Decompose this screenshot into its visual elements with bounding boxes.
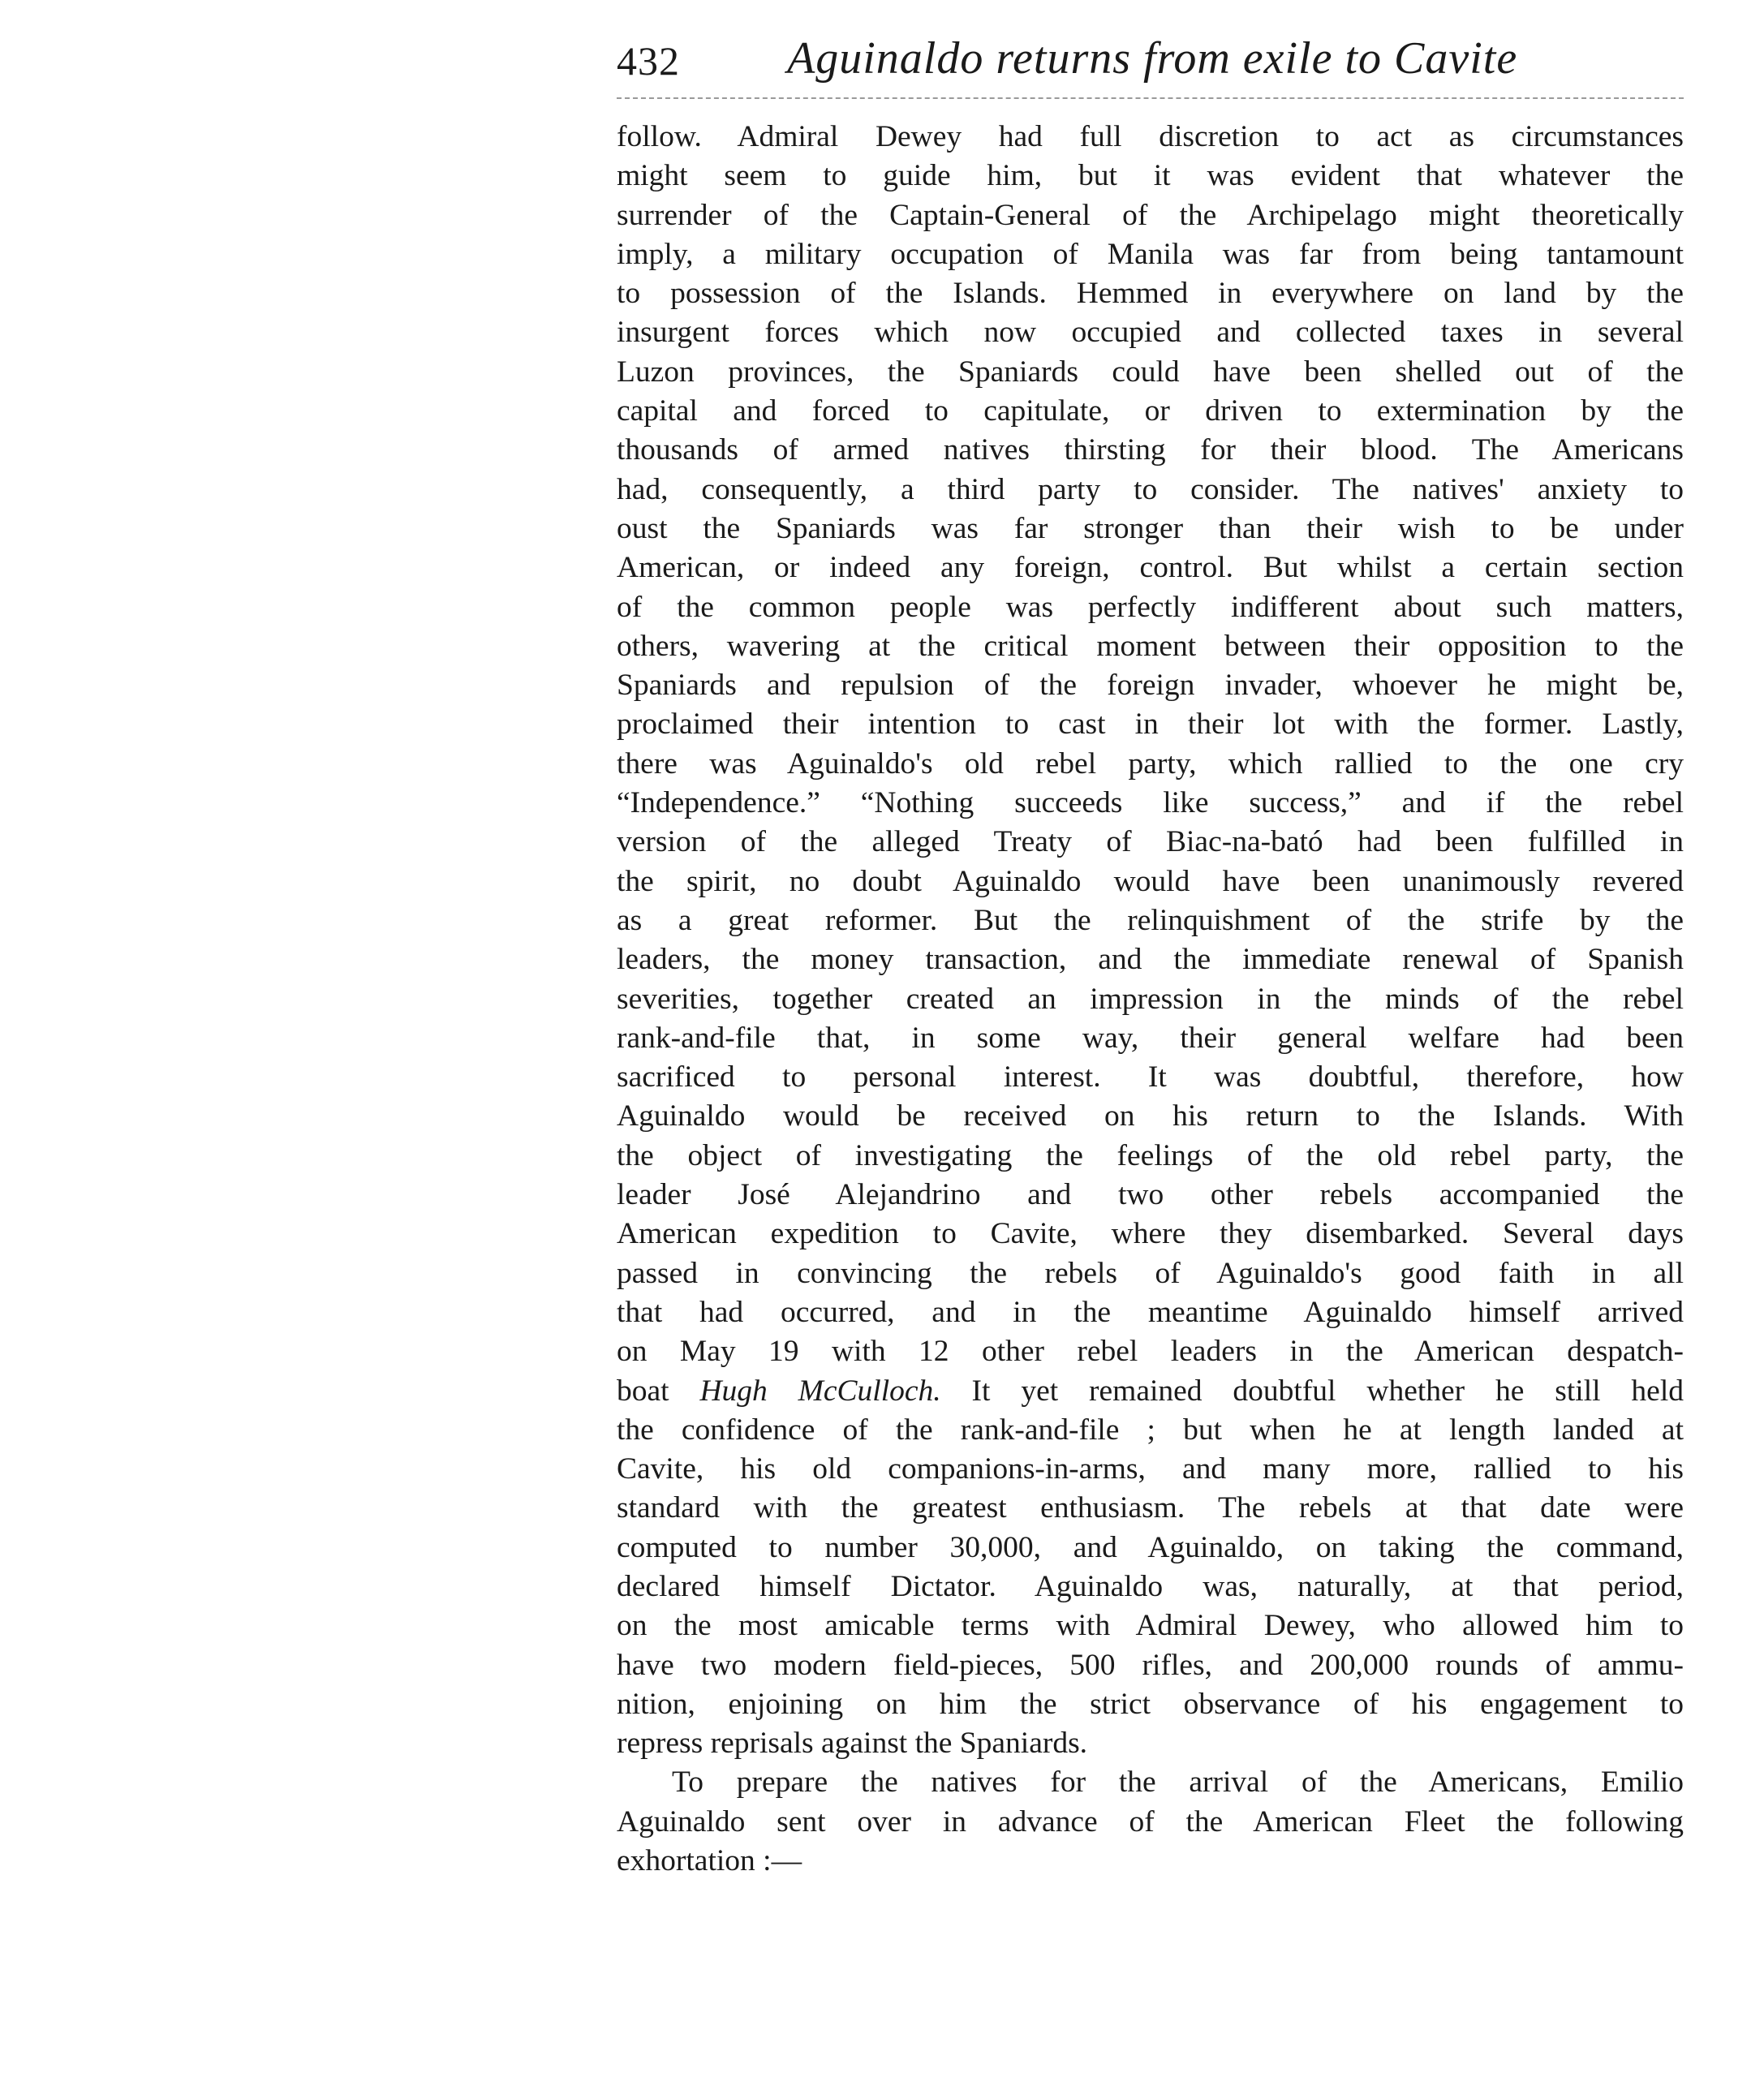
text-line: might seem to guide him, but it was evident that whatever the [617,159,1684,193]
text-line: thousands of armed natives thirsting for their blood. The Americans [617,433,1684,467]
text-line: imply, a military occupation of Manila was far from being tantamount [617,237,1684,271]
text-line: on May 19 with 12 other rebel leaders in the American despatch- [617,1335,1684,1369]
paragraph-2 [617,1763,1684,1881]
body-text [617,118,1684,1881]
page-number: 432 [617,38,680,84]
text-line: surrender of the Captain-General of the Archipelago might theoretically [617,198,1684,232]
ship-line-prefix: boat [617,1374,700,1408]
text-line: Spaniards and repulsion of the foreign invader, whoever he might be, [617,669,1684,703]
ship-name: Hugh McCulloch. [699,1374,941,1408]
book-page [617,32,1688,1878]
text-line: to possession of the Islands. Hemmed in everywhere on land by the [617,277,1684,311]
header-rule [617,97,1684,99]
text-line: “Independence.” “Nothing succeeds like success,” and if the rebel [617,786,1684,820]
text-line: oust the Spaniards was far stronger than their wish to be under [617,511,1684,545]
text-line: insurgent forces which now occupied and collected taxes in several [617,316,1684,350]
page-header [617,32,1688,97]
text-line: To prepare the natives for the arrival of the Americans, Emilio [672,1765,1684,1800]
text-line: repress reprisals against the Spaniards. [617,1727,1088,1761]
text-line: passed in convincing the rebels of Aguinaldo's good faith in all [617,1256,1684,1290]
text-line: American, or indeed any foreign, control. But whilst a certain section [617,551,1684,585]
text-line: Luzon provinces, the Spaniards could have been shelled out of the [617,355,1684,389]
text-line: Aguinaldo sent over in advance of the American Fleet the following [617,1804,1684,1839]
text-line: American expedition to Cavite, where they disembarked. Several days [617,1217,1684,1251]
text-line: that had occurred, and in the meantime Aguinaldo himself arrived [617,1295,1684,1329]
text-line: leaders, the money transaction, and the immediate renewal of Spanish [617,943,1684,977]
text-line: the confidence of the rank-and-file ; but when he at length landed at [617,1413,1684,1447]
text-line: the object of investigating the feelings of the old rebel party, the [617,1138,1684,1172]
text-line: Cavite, his old companions-in-arms, and many more, rallied to his [617,1452,1684,1486]
text-line: severities, together created an impression in the minds of the rebel [617,982,1684,1016]
text-line: the spirit, no doubt Aguinaldo would have been unanimously revered [617,864,1684,898]
paragraph-1 [617,118,1684,1763]
text-line: standard with the greatest enthusiasm. The rebels at that date were [617,1491,1684,1525]
text-line: had, consequently, a third party to consider. The natives' anxiety to [617,472,1684,506]
text-line: exhortation :— [617,1844,802,1878]
text-line: declared himself Dictator. Aguinaldo was, naturally, at that period, [617,1569,1684,1603]
text-line: version of the alleged Treaty of Biac-na-bató had been fulfilled in [617,825,1684,859]
text-line: computed to number 30,000, and Aguinaldo, on taking the command, [617,1530,1684,1564]
text-line: sacrificed to personal interest. It was doubtful, therefore, how [617,1060,1684,1095]
text-line: there was Aguinaldo's old rebel party, which rallied to the one cry [617,746,1684,781]
text-line: of the common people was perfectly indifferent about such matters, [617,590,1684,624]
text-line: proclaimed their intention to cast in their lot with the former. Lastly, [617,707,1684,742]
text-line: follow. Admiral Dewey had full discretion to act as circumstances [617,120,1684,153]
running-title: Aguinaldo returns from exile to Cavite [787,33,1518,84]
text-line: leader José Alejandrino and two other rebels accompanied the [617,1178,1684,1212]
text-line: nition, enjoining on him the strict observance of his engagement to [617,1687,1684,1721]
text-line-ship [617,1372,1684,1411]
text-line: rank-and-file that, in some way, their general welfare had been [617,1021,1684,1055]
ship-line-suffix: It yet remained doubtful whether he still held [940,1374,1684,1408]
text-line: others, wavering at the critical moment between their opposition to the [617,629,1684,663]
text-line: as a great reformer. But the relinquishment of the strife by the [617,903,1684,937]
text-line: on the most amicable terms with Admiral Dewey, who allowed him to [617,1609,1684,1643]
text-line: have two modern field-pieces, 500 rifles, and 200,000 rounds of ammu- [617,1648,1684,1682]
text-line: Aguinaldo would be received on his return to the Islands. With [617,1099,1684,1133]
text-line: capital and forced to capitulate, or driven to extermination by the [617,394,1684,428]
